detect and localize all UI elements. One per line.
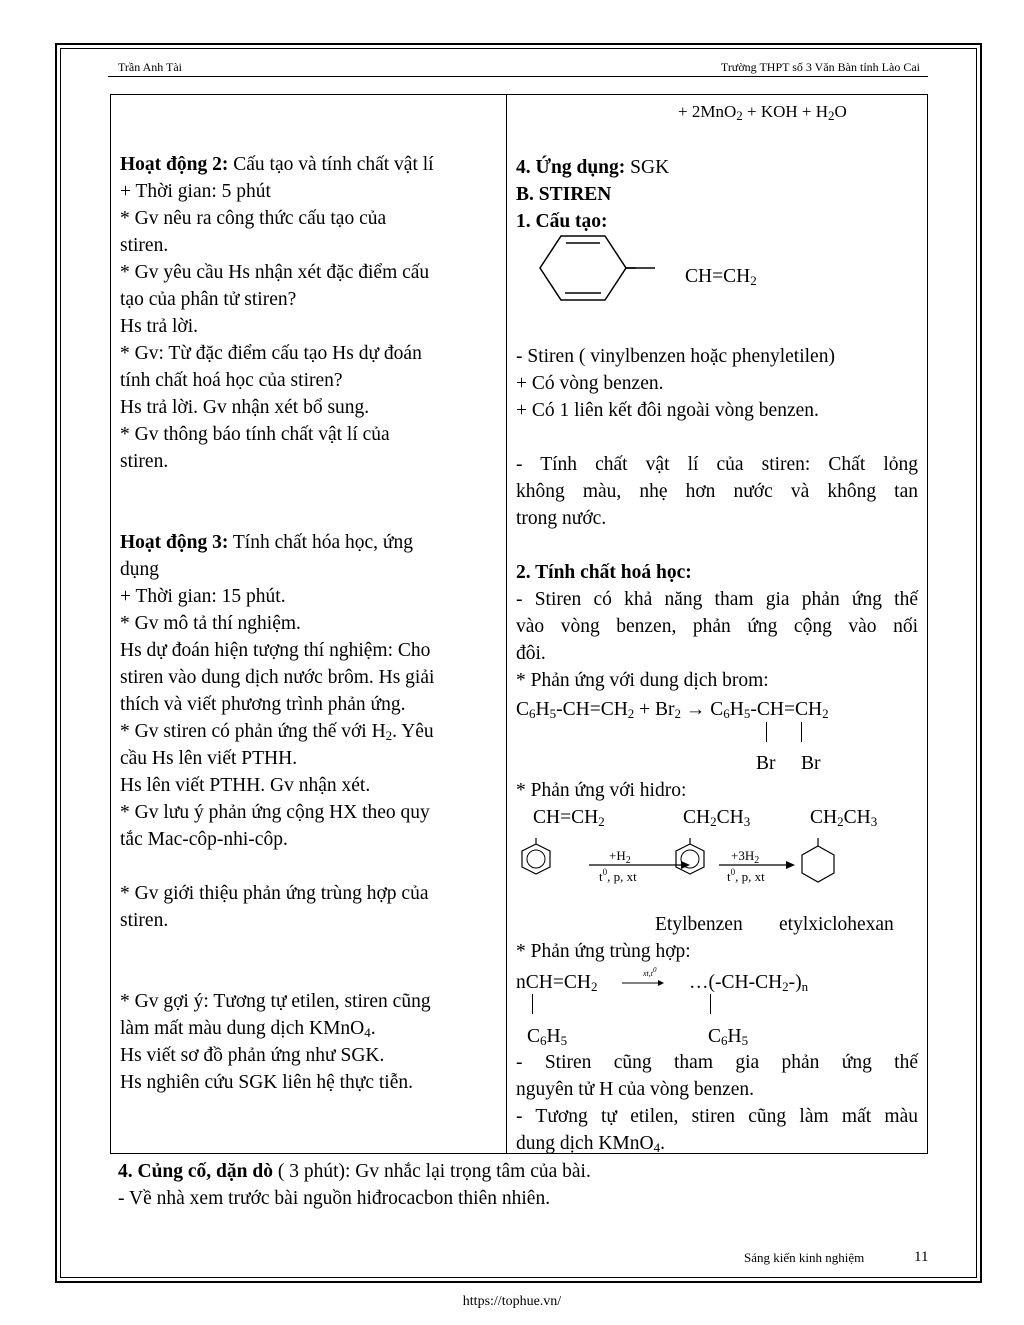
chem-line: * Phản ứng với dung dịch brom:	[516, 670, 769, 691]
polymerization-note: * Gv giới thiệu phản ứng trùng hợp của	[120, 883, 429, 904]
activity-2-line: Hs trả lời. Gv nhận xét bổ sung.	[120, 397, 370, 418]
homework-line: - Về nhà xem trước bài nguồn hiđrocacbon thiên nhiên.	[118, 1188, 551, 1209]
activity-3-line: * Gv mô tả thí nghiệm.	[120, 613, 301, 634]
arrow-head	[786, 861, 795, 869]
activity-3-line: * Gv stiren có phản ứng thế với H2. Yêu	[120, 721, 434, 743]
activity-2-line: stiren.	[120, 235, 169, 256]
names-line: + Có 1 liên kết đôi ngoài vòng benzen.	[516, 400, 819, 421]
reaction-condition: $t^0$, p, xt	[727, 867, 765, 884]
product-name: etylxiclohexan	[779, 914, 894, 935]
phenyl-group: C6H5	[708, 1026, 749, 1048]
styrene-structure	[530, 232, 670, 304]
bond-line	[766, 722, 767, 742]
physical-line: trong nước.	[516, 508, 607, 529]
activity-2-line: * Gv thông báo tính chất vật lí của	[120, 424, 390, 445]
bromine-atom: Br	[756, 753, 776, 774]
chem-line: đôi.	[516, 643, 546, 664]
activity-3-line: thích và viết phương trình phản ứng.	[120, 694, 406, 715]
bond-line	[710, 994, 711, 1014]
bond-line	[532, 994, 533, 1014]
final-line: - Tương tự etilen, stiren cũng làm mất màu	[516, 1106, 918, 1127]
activity-3-line: Hs dự đoán hiện tượng thí nghiệm: Cho	[120, 640, 431, 661]
activity-2-line: + Thời gian: 5 phút	[120, 181, 271, 202]
bond-line	[801, 722, 802, 742]
polymer-product: …(-CH-CH2-)n	[689, 972, 809, 994]
table-column-divider	[506, 94, 507, 1154]
hint-line: Hs viết sơ đồ phản ứng như SGK.	[120, 1045, 385, 1066]
activity-2-title: Hoạt động 2: Cấu tạo và tính chất vật lí	[120, 154, 434, 175]
structure-title: 1. Cấu tạo:	[516, 211, 608, 232]
activity-3-line: cầu Hs lên viết PTHH.	[120, 748, 298, 769]
top-equation: + 2MnO2 + KOH + H2O	[678, 102, 847, 123]
reaction-condition: $t^0$, p, xt	[599, 867, 637, 884]
final-line: dung dịch KMnO4.	[516, 1133, 665, 1155]
reagent-h2: $+H_2$	[609, 848, 631, 866]
final-line: nguyên tử H của vòng benzen.	[516, 1079, 754, 1100]
activity-3-line: stiren vào dung dịch nước brôm. Hs giải	[120, 667, 435, 688]
hint-line: làm mất màu dung dịch KMnO4.	[120, 1018, 376, 1040]
arrow-head	[658, 980, 664, 986]
header-school: Trường THPT số 3 Văn Bàn tỉnh Lào Cai	[720, 60, 920, 74]
activity-3-line: + Thời gian: 15 phút.	[120, 586, 286, 607]
aromatic-circle	[681, 850, 699, 868]
phenyl-group: C6H5	[527, 1026, 568, 1048]
activity-2-line: Hs trả lời.	[120, 316, 199, 337]
polymerization-condition: xt,t0	[643, 966, 657, 978]
physical-line: - Tính chất vật lí của stiren: Chất lỏng	[516, 454, 918, 475]
header-author: Trần Anh Tài	[118, 60, 183, 74]
chem-props-title: 2. Tính chất hoá học:	[516, 562, 692, 583]
activity-3-line: dụng	[120, 559, 159, 580]
benzene-ring-icon	[676, 844, 704, 874]
names-line: + Có vòng benzen.	[516, 373, 664, 394]
polymerization-title: * Phản ứng trùng hợp:	[516, 941, 691, 962]
source-url[interactable]: https://tophue.vn/	[462, 1294, 562, 1309]
activity-2-line: tính chất hoá học của stiren?	[120, 370, 343, 391]
chem-line: - Stiren có khả năng tham gia phản ứng thế	[516, 589, 918, 610]
activity-2-line: tạo của phân tử stiren?	[120, 289, 297, 310]
benzene-ring-icon	[522, 844, 550, 874]
vinyl-group: CH=CH2	[685, 266, 757, 288]
header-rule	[108, 76, 928, 77]
footer-label: Sáng kiến kinh nghiệm	[744, 1250, 865, 1265]
activity-2-line: * Gv yêu cầu Hs nhận xét đặc điểm cấu	[120, 262, 430, 283]
activity-3-line: * Gv lưu ý phản ứng cộng HX theo quy	[120, 802, 430, 823]
activity-2-line: stiren.	[120, 451, 169, 472]
page-number: 11	[914, 1249, 929, 1265]
product-name: Etylbenzen	[655, 914, 743, 935]
hydrogenation-scheme	[516, 838, 866, 890]
bromine-equation: C6H5-CH=CH2 + Br2 → C6H5-CH=CH2	[516, 699, 829, 721]
activity-3-line: Hs lên viết PTHH. Gv nhận xét.	[120, 775, 371, 796]
polymerization-monomer: nCH=CH2	[516, 972, 598, 994]
bromine-atom: Br	[801, 753, 821, 774]
final-line: - Stiren cũng tham gia phản ứng thế	[516, 1052, 918, 1073]
hydrogen-title: * Phản ứng với hidro:	[516, 780, 687, 801]
physical-line: không màu, nhẹ hơn nước và không tan	[516, 481, 918, 502]
ethyl-group-label: CH2CH3	[683, 807, 751, 829]
hint-line: * Gv gợi ý: Tương tự etilen, stiren cũng	[120, 991, 431, 1012]
names-line: - Stiren ( vinylbenzen hoặc phenyletilen)	[516, 346, 835, 367]
activity-2-line: * Gv: Từ đặc điểm cấu tạo Hs dự đoán	[120, 343, 422, 364]
aromatic-circle	[527, 850, 545, 868]
reagent-3h2: $+3H_2$	[731, 848, 760, 866]
section-b-title: B. STIREN	[516, 184, 612, 205]
cyclohexane-ring-icon	[802, 846, 834, 882]
activity-3-line: tắc Mac-côp-nhi-côp.	[120, 829, 288, 850]
vinyl-group-label: CH=CH2	[533, 807, 605, 829]
ethyl-group-label: CH2CH3	[810, 807, 878, 829]
applications-line: 4. Ứng dụng: SGK	[516, 157, 670, 178]
chem-line: vào vòng benzen, phản ứng cộng vào nối	[516, 616, 918, 637]
polymerization-note: stiren.	[120, 910, 169, 931]
consolidation-line: 4. Củng cố, dặn dò ( 3 phút): Gv nhắc lại trọng tâm của bài.	[118, 1161, 591, 1182]
benzene-ring	[540, 236, 626, 300]
hint-line: Hs nghiên cứu SGK liên hệ thực tiễn.	[120, 1072, 414, 1093]
activity-3-title: Hoạt động 3: Tính chất hóa học, ứng	[120, 532, 413, 553]
activity-2-line: * Gv nêu ra công thức cấu tạo của	[120, 208, 387, 229]
